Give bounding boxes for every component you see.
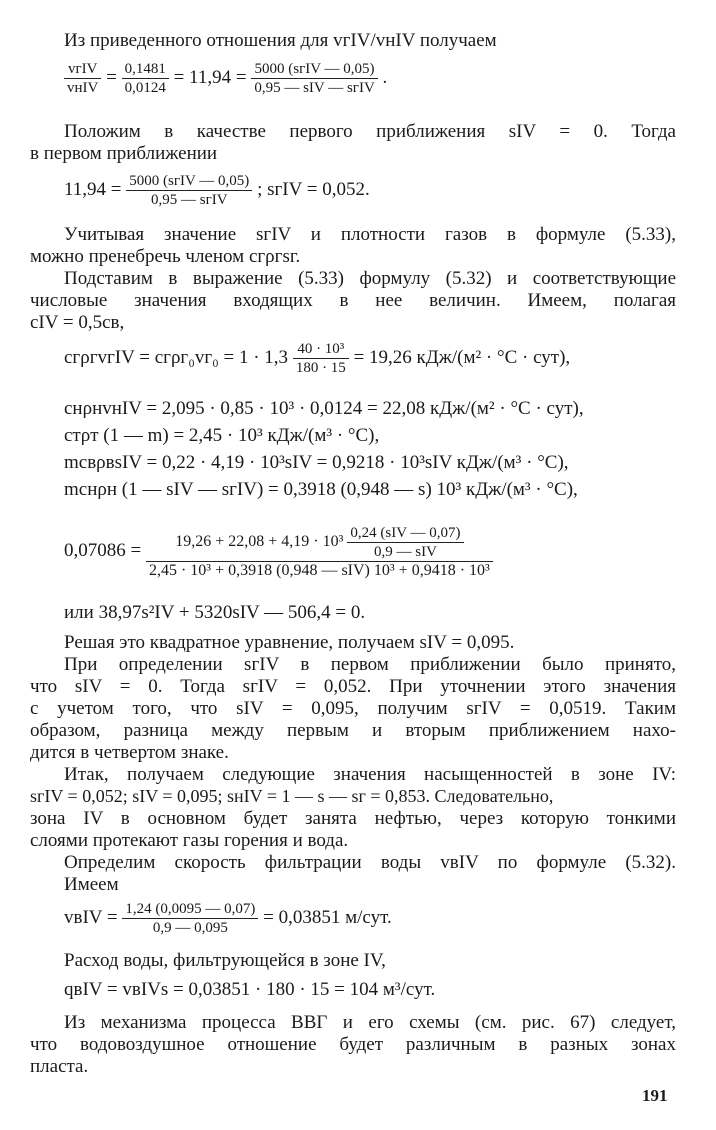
- text-line: Имеем: [64, 874, 119, 895]
- fraction: $\frac{\text{vгIV}}{\text{vнIV}}$: [64, 60, 101, 97]
- text-line: с учетом того, что sIV = 0,095, получим sгIV = 0,0519. Таким: [30, 698, 676, 719]
- text-line: Положим в качестве первого приближения sIV = 0. Тогда: [64, 121, 676, 142]
- fraction: $\frac{\text{5000 (sгIV — 0,05)}}{\text{0,95 — sIV — sгIV}}$: [251, 60, 377, 97]
- fraction: $\frac{\text{5000 (sгIV — 0,05)}}{\text{0,95 — sгIV}}$: [126, 172, 252, 209]
- text-line: Итак, получаем следующие значения насыщенностей в зоне IV:: [64, 764, 676, 785]
- formula-main: 0,07086 = 19,26 + 22,08 + 4,19 · 10³ $\frac{\text{0,24 (sIV — 0,07)}}{\text{0,9 — sIV}}$ 2,45 · 10³ + 0,3918 (0,948 — sIV) 10³ + 0,9418 · 10³: [64, 514, 493, 588]
- page-number: 191: [642, 1086, 668, 1105]
- text-line: образом, разница между первым и вторым приближением нахо-: [30, 720, 676, 741]
- text-line: cIV = 0,5cв,: [30, 312, 125, 333]
- formula-first-approx: 11,94 = $\frac{\text{5000 (sгIV — 0,05)}}{\text{0,95 — sгIV}}$ ; sгIV = 0,052.: [64, 173, 370, 209]
- text-line: что sIV = 0. Тогда sгIV = 0,052. При уточнении этого значения: [30, 676, 676, 697]
- formula-line: mcвρвsIV = 0,22 · 4,19 · 10³sIV = 0,9218 · 10³sIV кДж/(м³ · °C),: [64, 452, 569, 473]
- fraction: 19,26 + 22,08 + 4,19 · 10³ $\frac{\text{0,24 (sIV — 0,07)}}{\text{0,9 — sIV}}$ 2,45 · 10³ + 0,3918 (0,948 — sIV) 10³ + 0,9418 · 10³: [146, 524, 493, 580]
- text-line: что водовоздушное отношение будет различным в разных зонах: [30, 1034, 676, 1055]
- text-line: зона IV в основном будет занята нефтью, через которую тонкими: [30, 808, 676, 829]
- fraction: $\frac{\text{0,24 (sIV — 0,07)}}{\text{0,9 — sIV}}$: [347, 524, 463, 561]
- text-line: пласта.: [30, 1056, 89, 1077]
- fraction: $\frac{0,1481}{0,0124}$: [122, 60, 169, 97]
- text-line: При определении sгIV в первом приближении было принято,: [64, 654, 676, 675]
- text-line: Из механизма процесса ВВГ и его схемы (см. рис. 67) следует,: [64, 1012, 676, 1033]
- formula-gas-heat: cгρгvгIV = cгρг₀vг₀ = 1 · 1,3 $\frac{\text{40 · 10³}}{180 \cdot 15}$ = 19,26 кДж/(м² · °C · сут),: [64, 341, 571, 377]
- text-line: Определим скорость фильтрации воды vвIV по формуле (5.32).: [64, 852, 676, 873]
- formula-line: cтρт (1 — m) = 2,45 · 10³ кДж/(м³ · °C),: [64, 425, 380, 446]
- text-line: Из приведенного отношения для vгIV/vнIV получаем: [64, 30, 497, 51]
- formula-line: cнρнvнIV = 2,095 · 0,85 · 10³ · 0,0124 = 22,08 кДж/(м² · °C · сут),: [64, 398, 584, 419]
- text-line: Учитывая значение sгIV и плотности газов в формуле (5.33),: [64, 224, 676, 245]
- formula-line: или 38,97s²IV + 5320sIV — 506,4 = 0.: [64, 602, 366, 623]
- text-line: слоями протекают газы горения и вода.: [30, 830, 349, 851]
- fraction: $\frac{\text{40 · 10³}}{180 \cdot 15}$: [293, 340, 349, 377]
- text-line: Решая это квадратное уравнение, получаем sIV = 0,095.: [64, 632, 515, 653]
- text-line: в первом приближении: [30, 143, 218, 164]
- text-line: sгIV = 0,052; sIV = 0,095; sнIV = 1 — s — sг = 0,853. Следовательно,: [30, 786, 554, 806]
- text-line: Подставим в выражение (5.33) формулу (5.32) и соответствующие: [64, 268, 676, 289]
- text-line: числовые значения входящих в нее величин. Имеем, полагая: [30, 290, 676, 311]
- formula-ratio: $\frac{\text{vгIV}}{\text{vнIV}}$ = $\frac{0,1481}{0,0124}$ = 11,94 = $\frac{\text{5000 (sгIV — 0,05)}}{\text{0,95 — sIV — sгIV}}$ .: [64, 56, 387, 100]
- formula-line: qвIV = vвIVs = 0,03851 · 180 · 15 = 104 м³/сут.: [64, 979, 436, 1000]
- text-line: дится в четвертом знаке.: [30, 742, 229, 763]
- formula-velocity: vвIV = $\frac{1,24 (0,0095 — 0,07)}{0,9 — 0,095}$ = 0,03851 м/сут.: [64, 901, 392, 937]
- text-line: можно пренебречь членом cгρгsг.: [30, 246, 301, 267]
- text-line: Расход воды, фильтрующейся в зоне IV,: [64, 950, 386, 971]
- fraction: $\frac{1,24 (0,0095 — 0,07)}{0,9 — 0,095}$: [122, 900, 258, 937]
- formula-line: mcнρн (1 — sIV — sгIV) = 0,3918 (0,948 — s) 10³ кДж/(м³ · °C),: [64, 479, 578, 500]
